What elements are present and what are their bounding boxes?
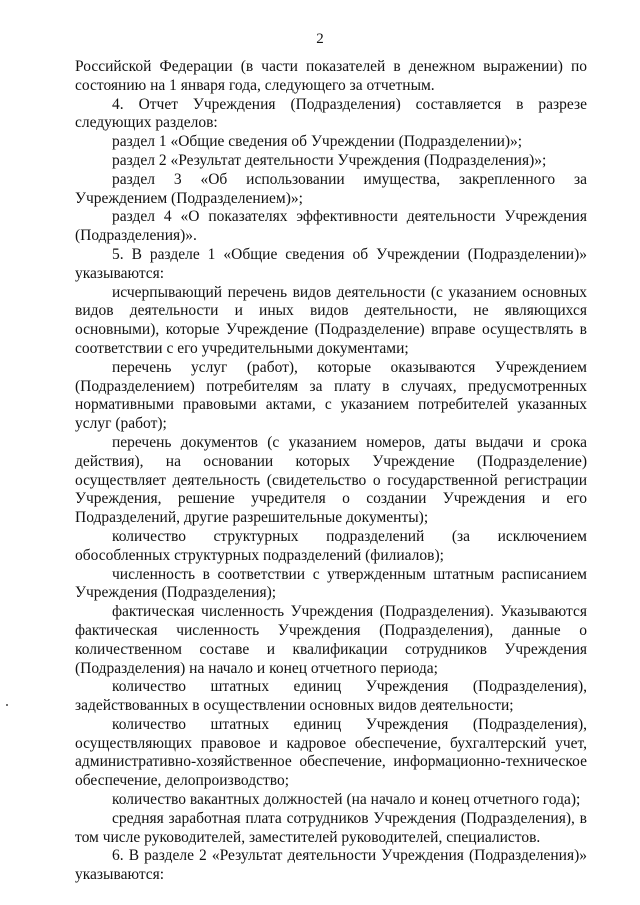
paragraph: 4. Отчет Учреждения (Подразделения) составляется в разрезе следующих разделов: bbox=[75, 95, 587, 132]
paragraph: раздел 2 «Результат деятельности Учреждения (Подразделения)»; bbox=[112, 151, 547, 169]
scan-artifact-dot bbox=[6, 704, 8, 706]
paragraph: раздел 3 «Об использовании имущества, закрепленного за Учреждением (Подразделением)»; bbox=[75, 170, 587, 207]
paragraph: количество структурных подразделений (за исключением обособленных структурных подразделений (филиалов); bbox=[75, 527, 587, 564]
paragraph: количество штатных единиц Учреждения (Подразделения), осуществляющих правовое и кадровое обеспечение, бухгалтерский учет, административно-хозяйственное обеспечение, информационно-техническое обеспечение, делопроизводство; bbox=[75, 715, 587, 790]
paragraph: исчерпывающий перечень видов деятельности (с указанием основных видов деятельности и иных видов деятельности, не являющихся основными), которые Учреждение (Подразделение) вправе осуществлять в соответствии с его учредительными документами; bbox=[75, 283, 587, 357]
paragraph: средняя заработная плата сотрудников Учреждения (Подразделения), в том числе руководителей, заместителей руководителей, специалистов. bbox=[75, 809, 587, 846]
paragraph: перечень документов (с указанием номеров, даты выдачи и срока действия), на основании которых Учреждение (Подразделение) осуществляет деятельность (свидетельство о государственной регистрации Учреждения, решение учредителя о создании Учреждения и его Подразделений, другие разрешительные документы); bbox=[75, 433, 587, 527]
paragraph: перечень услуг (работ), которые оказываются Учреждением (Подразделением) потребителям за плату в случаях, предусмотренных нормативными правовыми актами, с указанием потребителей указанных услуг (работ); bbox=[75, 358, 587, 433]
paragraph: фактическая численность Учреждения (Подразделения). Указываются фактическая численность Учреждения (Подразделения), данные о количественном составе и квалификации сотрудников Учреждения (Подразделения) на начало и конец отчетного периода; bbox=[75, 603, 587, 677]
paragraph: количество вакантных должностей (на начало и конец отчетного года); bbox=[112, 791, 581, 809]
paragraph: численность в соответствии с утвержденным штатным расписанием Учреждения (Подразделения); bbox=[75, 565, 587, 602]
paragraph: 5. В разделе 1 «Общие сведения об Учреждении (Подразделении)» указываются: bbox=[75, 245, 587, 282]
paragraph: раздел 1 «Общие сведения об Учреждении (Подразделении)»; bbox=[112, 133, 523, 151]
paragraph: раздел 4 «О показателях эффективности деятельности Учреждения (Подразделения)». bbox=[75, 208, 587, 245]
document-body bbox=[75, 58, 587, 885]
paragraph: количество штатных единиц Учреждения (Подразделения), задействованных в осуществлении основных видов деятельности; bbox=[75, 678, 587, 715]
page-number: 2 bbox=[316, 31, 324, 47]
paragraph: Российской Федерации (в части показателей в денежном выражении) по состоянию на 1 января года, следующего за отчетным. bbox=[75, 58, 587, 94]
paragraph: 6. В разделе 2 «Результат деятельности Учреждения (Подразделения)» указываются: bbox=[75, 847, 587, 884]
